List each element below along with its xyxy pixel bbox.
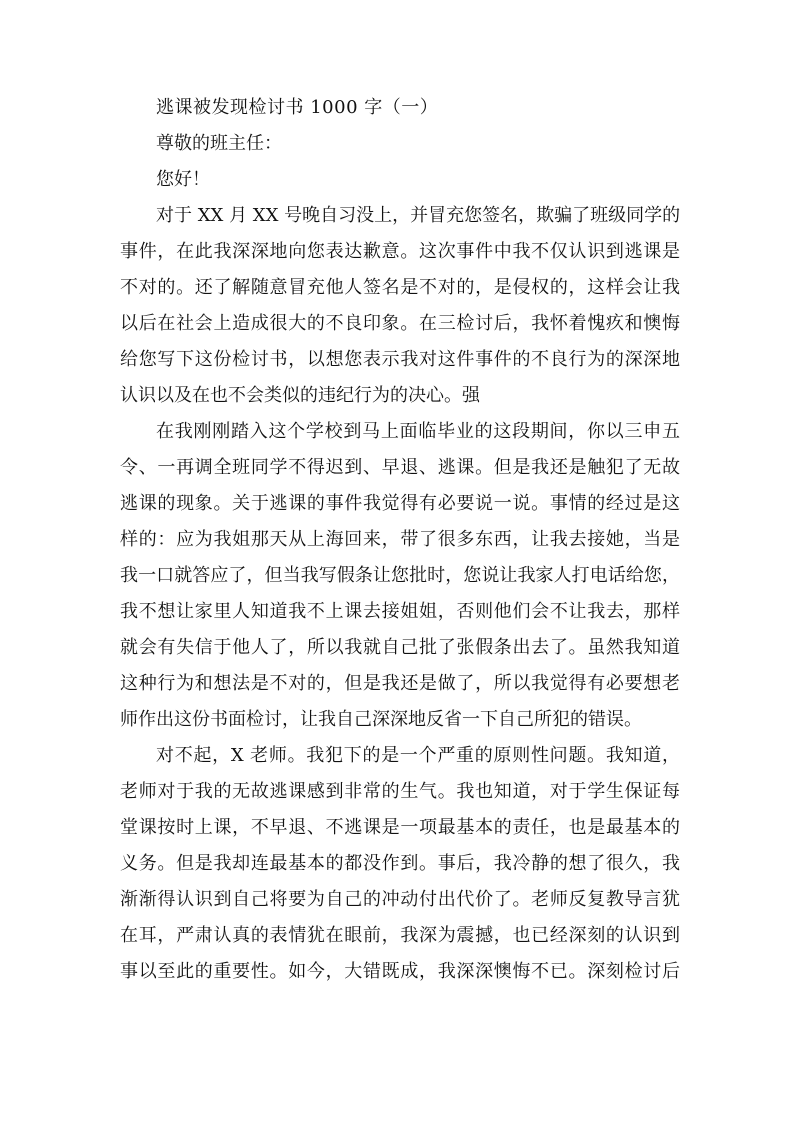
paragraph-line: 在我刚刚踏入这个学校到马上面临毕业的这段期间，你以三申五 [156,421,680,442]
paragraph-3 [120,738,680,990]
paragraph-line: 以后在社会上造成很大的不良印象。在三检讨后，我怀着愧疚和懊悔 [120,313,680,334]
paragraph-line: 认识以及在也不会类似的违纪行为的决心。强 [120,385,480,406]
document-title: 逃课被发现检讨书 1000 字（一） [156,97,439,118]
paragraph-line: 对不起，X 老师。我犯下的是一个严重的原则性问题。我知道， [156,745,680,766]
paragraph-line: 样的：应为我姐那天从上海回来，带了很多东西，让我去接她，当是 [120,529,680,550]
paragraph-line: 义务。但是我却连最基本的都没作到。事后，我冷静的想了很久，我 [120,853,680,874]
paragraph-2 [120,414,680,738]
paragraph-line: 给您写下这份检讨书，以想您表示我对这件事件的不良行为的深深地 [120,349,680,370]
paragraph-line: 老师对于我的无故逃课感到非常的生气。我也知道，对于学生保证每 [120,781,680,802]
paragraph-line: 逃课的现象。关于逃课的事件我觉得有必要说一说。事情的经过是这 [120,493,680,514]
document-body [120,90,680,990]
greeting: 您好！ [156,169,210,190]
paragraph-line: 师作出这份书面检讨，让我自己深深地反省一下自己所犯的错误。 [120,709,642,730]
paragraph-line: 这种行为和想法是不对的，但是我还是做了，所以我觉得有必要想老 [120,673,680,694]
paragraph-line: 不对的。还了解随意冒充他人签名是不对的，是侵权的，这样会让我 [120,277,680,298]
paragraph-1 [120,198,680,414]
paragraph-line: 事件，在此我深深地向您表达歉意。这次事件中我不仅认识到逃课是 [120,241,680,262]
paragraph-line: 我一口就答应了，但当我写假条让您批时，您说让我家人打电话给您， [120,565,680,586]
paragraph-line: 事以至此的重要性。如今，大错既成，我深深懊悔不已。深刻检讨后 [120,961,680,982]
paragraph-line: 堂课按时上课，不早退、不逃课是一项最基本的责任，也是最基本的 [120,817,680,838]
salutation: 尊敬的班主任： [156,133,282,154]
paragraph-line: 在耳，严肃认真的表情犹在眼前，我深为震撼，也已经深刻的认识到 [120,925,680,946]
paragraph-line: 对于 XX 月 XX 号晚自习没上，并冒充您签名，欺骗了班级同学的 [156,205,681,226]
paragraph-line: 令、一再调全班同学不得迟到、早退、逃课。但是我还是触犯了无故 [120,457,680,478]
paragraph-line: 就会有失信于他人了，所以我就自己批了张假条出去了。虽然我知道 [120,637,680,658]
paragraph-line: 渐渐得认识到自己将要为自己的冲动付出代价了。老师反复教导言犹 [120,889,680,910]
paragraph-line: 我不想让家里人知道我不上课去接姐姐，否则他们会不让我去，那样 [120,601,680,622]
